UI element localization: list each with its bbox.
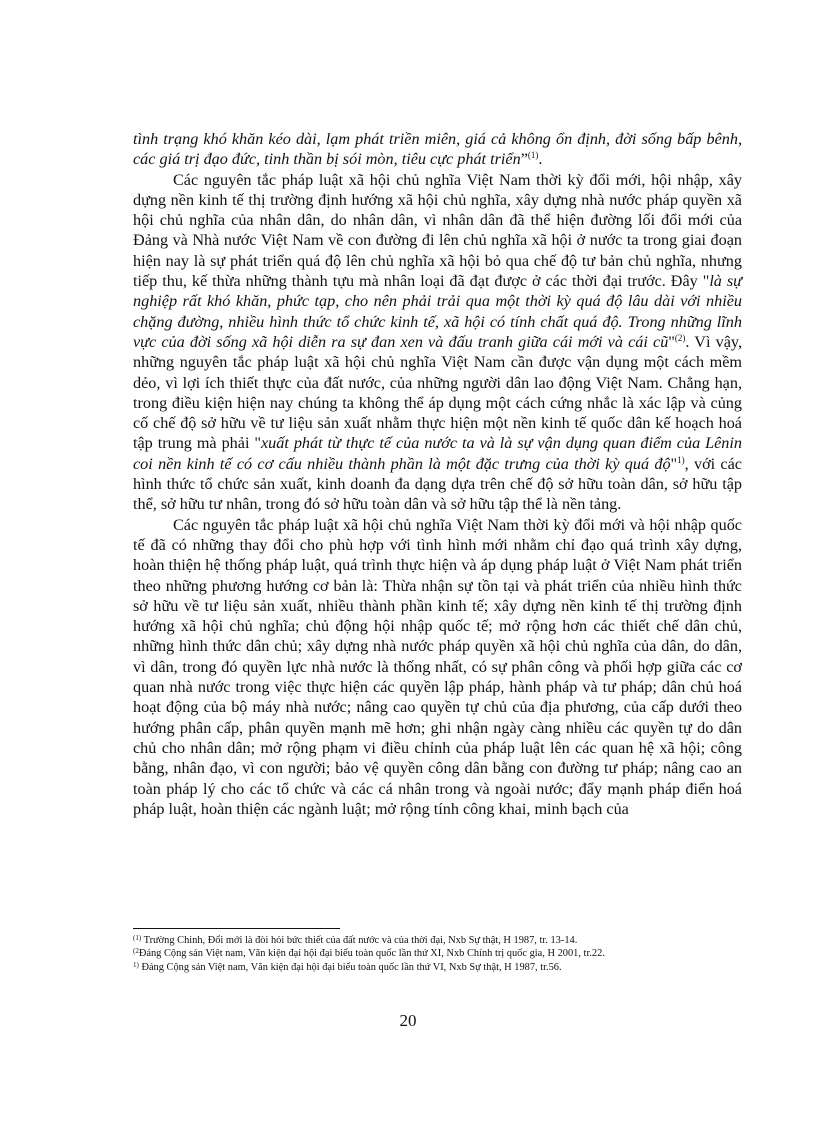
footnote-2	[133, 947, 753, 960]
paragraph-1	[133, 129, 742, 170]
footnote-mark: (1)	[133, 934, 142, 942]
footnote-ref: (1)	[527, 150, 539, 161]
paragraph-3: Các nguyên tắc pháp luật xã hội chủ nghĩa Việt Nam thời kỳ đổi mới và hội nhập quốc tế đã có những thay đổi cho phù hợp với tình hình mới nhằm chỉ đạo quá trình xây dựng, hoàn thiện hệ thống pháp luật, quá trình thực hiện và áp dụng pháp luật ở Việt Nam phát triển theo những phương hướng cơ bản là: Thừa nhận sự tồn tại và phát triển của nhiều hình thức sở hữu về tư liệu sản xuất, nhiều thành phần kinh tế; xây dựng nền kinh tế thị trường định hướng xã hội chủ nghĩa; chủ động hội nhập quốc tế; mở rộng hơn các thiết chế dân chủ, những hình thức dân chủ; xây dựng nhà nước pháp quyền xã hội chủ nghĩa của dân, do dân, vì dân, trong đó quyền lực nhà nước là thống nhất, có sự phân công và phối hợp giữa các cơ quan nhà nước trong việc thực hiện các quyền lập pháp, hành pháp và tư pháp; dân chủ hoá hoạt động của bộ máy nhà nước; nâng cao quyền tự chủ của địa phương, của cấp dưới theo hướng phân cấp, phân quyền mạnh mẽ hơn; ghi nhận ngày càng nhiều các quyền tự do dân chủ cho nhân dân; mở rộng phạm vi điều chỉnh của pháp luật lên các quan hệ xã hội; công bằng, nhân đạo, vì con người; bảo vệ quyền công dân bằng con đường tư pháp; nâng cao an toàn pháp lý cho các tổ chức và các cá nhân trong và ngoài nước; đẩy mạnh pháp điển hoá pháp luật, hoàn thiện các ngành luật; mở rộng tính công khai, minh bạch của	[133, 515, 742, 818]
paragraph-text: . Vì vậy, những nguyên tắc pháp luật xã hội chủ nghĩa Việt Nam cần được vận dụng một cách mềm dẻo, vì lợi ích thiết thực của đất nước, của những người dân lao động Việt Nam. Chẳng hạn, trong điều kiện hiện nay chúng ta không thể áp dụng một cách cứng nhắc là xác lập và củng cố chế độ sở hữu về tư liệu sản xuất nhằm thực hiện một nền kinh tế quốc dân kế hoạch hoá tập trung mà phải "	[133, 332, 743, 453]
quote-text: là sự nghiệp rất khó khăn, phức tạp, cho nên phải trải qua một thời kỳ quá độ lâu dài với nhiều chặng đường, nhiều hình thức tổ chức kinh tế, xã hội có tính chất quá độ. Trong những lĩnh vực của đời sống xã hội diễn ra sự đan xen và đấu tranh giữa cái mới và cái cũ	[133, 272, 742, 351]
footnote-mark: 1)	[133, 960, 139, 969]
paragraph-text: , với các hình thức tổ chức sản xuất, kinh doanh đa dạng dựa trên chế độ sở hữu toàn dân, sở hữu tập thể, sở hữu tư nhân, trong đó sở hữu toàn dân và sở hữu tập thể là nền tảng.	[133, 454, 742, 514]
document-body	[133, 129, 742, 819]
footnote-divider	[133, 928, 340, 929]
footnote-text: Đảng Cộng sản Việt nam, Văn kiện đại hội đại biểu toàn quốc lần thứ VI, Nxb Sự thật, H 1987, tr.56.	[138, 961, 562, 973]
quote-close: ”	[520, 150, 528, 169]
paragraph-text: Các nguyên tắc pháp luật xã hội chủ nghĩa Việt Nam thời kỳ đổi mới, hội nhập, xây dựng nền kinh tế thị trường định hướng xã hội chủ nghĩa, xây dựng nhà nước pháp quyền xã hội chủ nghĩa của nhân dân, do nhân dân, vì nhân dân đã thể hiện đường lối đổi mới của Đảng và Nhà nước Việt Nam về con đường đi lên chủ nghĩa xã hội ở nước ta trong giai đoạn hiện nay là sự phát triển quá độ lên chủ nghĩa xã hội bỏ qua chế độ tư bản chủ nghĩa, nhưng tiếp thu, kế thừa những thành tựu mà nhân loại đã đạt được ở các thời đại trước. Đây "	[133, 170, 742, 291]
quote-text: tình trạng khó khăn kéo dài, lạm phát triền miên, giá cả không ổn định, đời sống bấp bênh, các giá trị đạo đức, tinh thần bị sói mòn, tiêu cực phát triển	[133, 130, 742, 169]
footnotes	[133, 934, 753, 974]
quote-text: xuất phát từ thực tế của nước ta và là sự vận dụng quan điểm của Lênin coi nền kinh tế có cơ cấu nhiều thành phần là một đặc trưng của thời kỳ quá độ	[133, 434, 742, 473]
quote-close: "	[670, 454, 678, 473]
footnote-1	[133, 934, 753, 947]
footnote-text: Trường Chinh, Đổi mới là đòi hỏi bức thiết của đất nước và của thời đại, Nxb Sự thật, H 1987, tr. 13-14.	[141, 935, 578, 946]
quote-close: "	[668, 332, 675, 351]
footnote-ref: 1)	[677, 454, 685, 465]
paragraph-2	[133, 170, 742, 515]
footnote-text: Đảng Cộng sản Việt nam, Văn kiện đại hội đại biểu toàn quốc lần thứ XI, Nxb Chính trị quốc gia, H 2001, tr.22.	[138, 948, 605, 960]
page-number: 20	[399, 1011, 417, 1030]
footnote-ref: (2)	[674, 332, 686, 343]
footnote-3	[133, 961, 753, 974]
sentence-end: .	[538, 150, 543, 169]
footnote-mark: (2	[133, 947, 139, 956]
